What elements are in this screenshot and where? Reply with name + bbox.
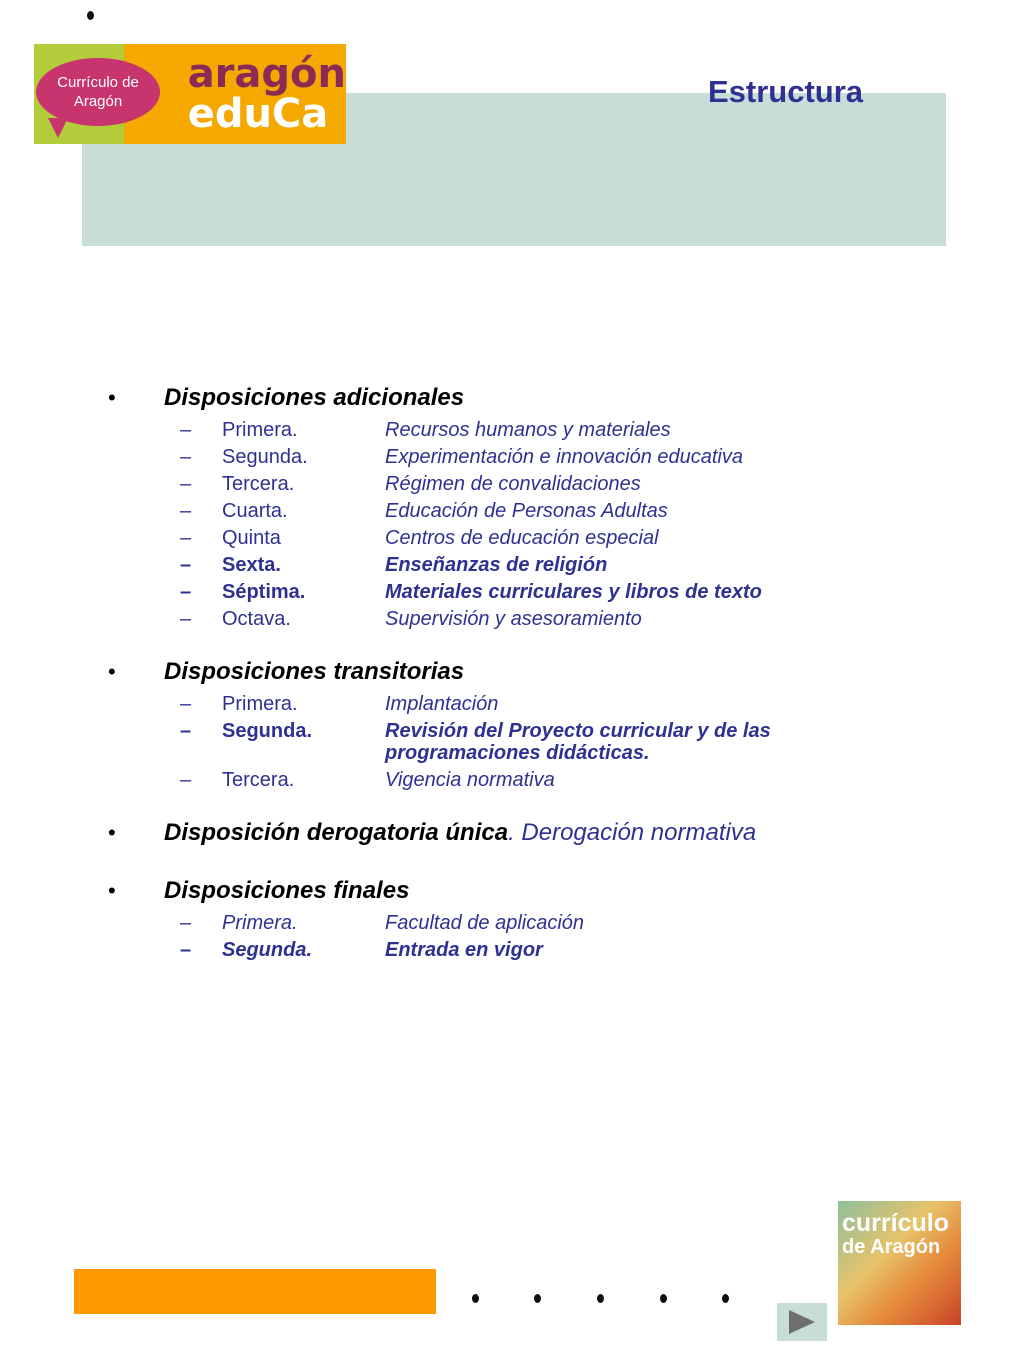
decor-dot-top	[87, 11, 94, 20]
decor-dot	[534, 1294, 541, 1303]
bullet: •	[108, 385, 116, 410]
list-item-highlighted: – Segunda. Revisión del Proyecto curricular y de las programaciones didácticas.	[180, 720, 771, 764]
section-derogatoria	[108, 817, 908, 849]
section-adicionales	[108, 382, 908, 630]
bullet: •	[108, 878, 116, 903]
list-item: – Tercera. Régimen de convalidaciones	[180, 473, 641, 495]
list-item: – Tercera. Vigencia normativa	[180, 769, 555, 791]
section-inline-desc: . Derogación normativa	[508, 819, 757, 846]
decor-dot	[597, 1294, 604, 1303]
list-item-highlighted: – Séptima. Materiales curriculares y libros de texto	[180, 581, 762, 603]
aragon-educa-logo	[34, 44, 346, 144]
list-item: – Segunda. Experimentación e innovación educativa	[180, 446, 743, 468]
curriculo-aragon-thumbnail: currículo de Aragón	[838, 1201, 961, 1325]
decor-dot	[660, 1294, 667, 1303]
bullet: •	[108, 820, 116, 845]
section-finales	[108, 875, 908, 961]
decor-dot	[472, 1294, 479, 1303]
bullet: •	[108, 659, 116, 684]
decor-dot	[722, 1294, 729, 1303]
speech-bubble: Currículo de Aragón	[36, 58, 160, 126]
structure-list	[108, 382, 908, 987]
section-title: Disposiciones adicionales	[164, 384, 465, 411]
list-item-highlighted: – Sexta. Enseñanzas de religión	[180, 554, 608, 576]
list-item: – Primera. Implantación	[180, 693, 499, 715]
list-item: – Cuarta. Educación de Personas Adultas	[180, 500, 668, 522]
list-item: – Quinta Centros de educación especial	[180, 527, 659, 549]
section-title: Disposición derogatoria única	[164, 819, 509, 846]
list-item: – Primera. Facultad de aplicación	[180, 912, 585, 934]
list-item-highlighted: – Segunda. Entrada en vigor	[180, 939, 543, 961]
page-title: Estructura	[708, 74, 864, 109]
next-slide-button[interactable]	[777, 1303, 827, 1341]
section-transitorias	[108, 656, 908, 791]
play-icon	[789, 1310, 815, 1334]
list-item: – Primera. Recursos humanos y materiales	[180, 419, 671, 441]
footer-bar	[74, 1269, 436, 1314]
section-title: Disposiciones finales	[164, 877, 410, 904]
logo-brand: aragón eduCa	[124, 44, 346, 144]
list-item: – Octava. Supervisión y asesoramiento	[180, 608, 642, 630]
section-title: Disposiciones transitorias	[164, 658, 465, 685]
